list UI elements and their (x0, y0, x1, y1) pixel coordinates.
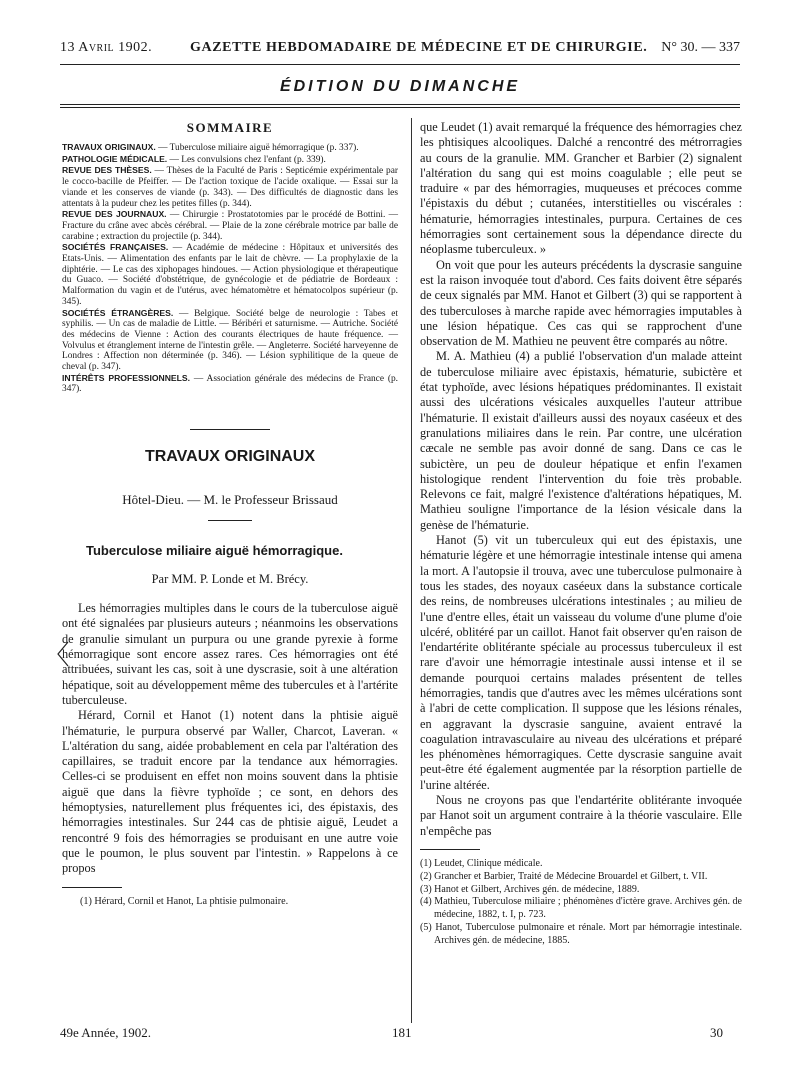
sommaire-entry (62, 154, 398, 166)
paragraph: que Leudet (1) avait remarqué la fréquence des hémorragies chez les phtisiques alcooliques. Dalché a rencontré des métrorragies au cours de la granulie. MM. Grancher et Barbier (2) signalent l'altération du sang qui est moins coagulable ; elle peut se traduire « par des hémorragies, muqueuses et précoces comme l'épistaxis du début ; cutanées, interstitielles ou viscérales : hématurie, hémorragies intestinales, purpura. Certaines de ces hémorragies sont certainement sous la dépendance directe du néoplasme tuberculeux. » (420, 120, 742, 257)
paragraph: Hérard, Cornil et Hanot (1) notent dans la phtisie aiguë l'hématurie, le purpura observé par Waller, Charcot, Laveran. « L'altération du sang, aidée probablement en cela par l'altération des capillaires, se traduit encore par la tendance aux hémorragies. Celles-ci se produisent en effet non moins souvent dans la phtisie aiguë que dans la fièvre typhoïde ; ce sont, en dehors des hémoptysies, naturellement plus fréquentes ici, des épistaxis, des hémorragies intestinales. Sur 244 cas de phtisie aiguë, Leudet a rencontré 9 fois des hémorragies se produisant en une autre voie que le poumon, le plus souvent par l'intestin. » Rappelons à ce propos (62, 708, 398, 876)
sommaire-entry-label: PATHOLOGIE MÉDICALE. (62, 153, 168, 164)
footnote-rule (420, 849, 480, 850)
sommaire-entry-text: — Chirurgie : Prostatotomies par le procédé de Bottini. — Fracture du crâne avec abcès cérébral. — Plaie de la zone cérébrale motrice par balle de carabine ; extraction du projectile (p. 344). (62, 210, 398, 242)
section-separator (190, 429, 270, 430)
paragraph: On voit que pour les auteurs précédents la dyscrasie sanguine est la raison invoquée tout d'abord. Ces faits doivent être séparés de ceux signalés par MM. Hanot et Gilbert (3) qui se rapportent à des tuberculoses à marche rapide avec hémorragies imputables à une lésion hépatique. Ces cas qui se rapprochent d'une observation de M. Mathieu ne peuvent être comparés au nôtre. (420, 257, 743, 349)
paragraph: M. A. Mathieu (4) a publié l'observation d'un malade atteint de tuberculose miliaire avec épistaxis, hématurie, subictère et état typhoïde, avec lésions hépatiques prédominantes. Il existait aussi des ulcérations vésicales auxquelles l'auteur attribue l'hématurie. Il existait d'ailleurs aussi des noyaux caséeux et des granulations miliaires dans le rein. Par contre, une ulcération cæcale ne semble pas avoir donné de sang. Dans ce cas le subictère, un peu de douleur hépatique et enfin l'examen histologique rendent l'intervention du foie très probable. Relevons ce fait, malgré l'existence d'altérations hépatiques, M. Mathieu souligne l'importance de la lésion vésicale dans la genèse de l'hématurie. (420, 349, 742, 532)
sommaire-entry-label: TRAVAUX ORIGINAUX. (62, 142, 156, 152)
sommaire-entry (62, 308, 398, 373)
edition-label: ÉDITION DU DIMANCHE (279, 78, 521, 95)
sommaire-entry-label: REVUE DES THÈSES. (62, 165, 152, 176)
sommaire-entry-label: SOCIÉTÉS FRANÇAISES. (62, 242, 169, 253)
sommaire-list (62, 142, 398, 395)
sommaire-entry-label: REVUE DES JOURNAUX. (62, 209, 167, 220)
article-body-right (420, 120, 742, 839)
footnote: (5) Hanot, Tuberculose pulmonaire et rénale. Mort par hémorragie intestinale. Archives gén. de médecine, 1885. (420, 921, 742, 946)
paragraph: Les hémorragies multiples dans le cours de la tuberculose aiguë ont été signalées par plusieurs auteurs ; néanmoins les observations de granulie simulant un purpura ou une grande pyrexie à forme hémorragique sont encore assez rares. Ces hémorragies ont été attribuées, suivant les cas, soit à une dyscrasie, soit à une altération hépatique, soit au développement même des tubercules et à l'artérite tuberculeuse. (62, 601, 398, 707)
section-title: TRAVAUX ORIGINAUX (144, 448, 316, 466)
sommaire-entry-text: — Les convulsions chez l'enfant (p. 339). (167, 154, 326, 165)
sommaire-entry-text: — Académie de médecine : Hôpitaux et universités des Etats-Unis. — Alimentation des enfants par le lait de chèvre. — La prophylaxie de la diphtérie. — Le cas des xiphopages hindoues. — Action physiologique et thérapeutique du Guaco. — Société d'obstétrique, de gynécologie et de pédiatrie de Bordeaux : Malformation du vagin et de l'utérus, avec hématomètre et hématocolpos supérieur (p. 345). (62, 243, 398, 307)
footnote: (1) Hérard, Cornil et Hanot, La phtisie pulmonaire. (80, 895, 289, 907)
footer-year: 49e Année, 1902. (60, 1025, 151, 1040)
footnote: (4) Mathieu, Tuberculose miliaire ; phénomènes d'ictère grave. Archives gén. de médecine, 1882, t. I, p. 723. (420, 896, 742, 921)
paragraph: Hanot (5) vit un tuberculeux qui eut des épistaxis, une hématurie légère et une hémorragie intestinale intense qui amena la mort. A l'autopsie il trouva, avec une tuberculose pulmonaire à tous les stades, des noyaux caséeux dans la substance corticale des reins, de nombreuses ulcérations intestinales ; au milieu de l'une d'entre elles, était un vaisseau du volume d'une plume d'oie ulcéré, oblitéré par un caillot. Hanot fait observer qu'en raison de l'endartérite oblitérante spéciale au processus tuberculeux il est rare d'avoir une hémorragie intestinale aussi intense et il se demande pourquoi certains malades présentent de telles hémorragies, tandis que d'autres avec les mêmes ulcérations sont à l'abri de cette complication. Il suppose que les lésions rénales, en aggravant la dyscrasie sanguine, avaient entravé la coagulation intravasculaire au niveau des ulcérations et préparé les phénomènes hémorragiques. Cette dyscrasie sanguine avait peut-être été également augmentée par la résorption partielle de l'urine altérée. (420, 533, 742, 792)
sommaire-entry-text: — Thèses de la Faculté de Paris : Septicémie expérimentale par le cocco-bacille de Pfeiffer. — De l'action toxique de l'acide oxalique. — Essai sur la viande et les conserves de viande (p. 343). — Des difficultés de diagnostic dans les attentats à la pudeur chez les petites filles (p. 344). (62, 166, 398, 209)
sommaire-title: SOMMAIRE (186, 120, 274, 135)
footer-page-number: 181 (392, 1025, 412, 1040)
running-header (60, 38, 740, 60)
sommaire-entry (62, 165, 398, 209)
sommaire-entry (62, 209, 398, 242)
footnote-rule (62, 887, 122, 888)
article-body-left (62, 601, 398, 876)
sommaire-entry-text: — Tuberculose miliaire aiguë hémorragique (p. 337). (155, 143, 359, 153)
sommaire-entry (62, 242, 398, 307)
lecture-line: Hôtel-Dieu. — M. le Professeur Brissaud (122, 492, 338, 508)
left-column (62, 120, 398, 907)
sommaire-entry-text: — Belgique. Société belge de neurologie : Tabes et syphilis. — Un cas de maladie de Little. — Béribéri et saturnisme. — Autriche. Société des médecins de Vienne : Action des courants électriques de haute fréquence. — Volvulus et étranglement interne de l'intestin grêle. — Angleterre. Société harveyenne de Londres : Affection non déterminée (p. 346). — Lésion syphilitique de la queue de cheval (p. 347). (62, 308, 398, 373)
header-date: 13 Avril 1902. (60, 40, 153, 55)
edition-rule-2 (60, 107, 740, 108)
footer-sheet-number: 30 (710, 1025, 723, 1040)
article-authors: Par MM. P. Londe et M. Brécy. (151, 572, 309, 587)
short-separator (208, 520, 252, 521)
issue-number: N° 30. — 337 (661, 40, 740, 55)
footnotes-right (420, 858, 742, 948)
sommaire-entry-label: INTÉRÊTS PROFESSIONNELS. (62, 372, 191, 383)
footnote: (2) Grancher et Barbier, Traité de Médecine Brouardel et Gilbert, t. VII. (420, 870, 708, 882)
journal-title: GAZETTE HEBDOMADAIRE DE MÉDECINE ET DE CHIRURGIE. (190, 40, 648, 55)
paragraph: Nous ne croyons pas que l'endartérite oblitérante invoquée par Hanot soit un argument contraire à la théorie vasculaire. Elle n'empêche pas (420, 793, 742, 838)
article-title: Tuberculose miliaire aiguë hémorragique. (86, 543, 343, 559)
edition-rule-1 (60, 104, 740, 105)
header-rule (60, 64, 740, 65)
footnote: (1) Leudet, Clinique médicale. (420, 857, 543, 869)
sommaire-entry (62, 142, 398, 154)
right-column (420, 120, 742, 948)
sommaire-entry-text: — Association générale des médecins de France (p. 347). (62, 373, 398, 395)
footnote: (3) Hanot et Gilbert, Archives gén. de médecine, 1889. (420, 883, 640, 895)
sommaire-entry (62, 373, 398, 395)
sommaire-entry-label: SOCIÉTÉS ÉTRANGÈRES. (62, 307, 174, 318)
column-divider (411, 118, 412, 1023)
